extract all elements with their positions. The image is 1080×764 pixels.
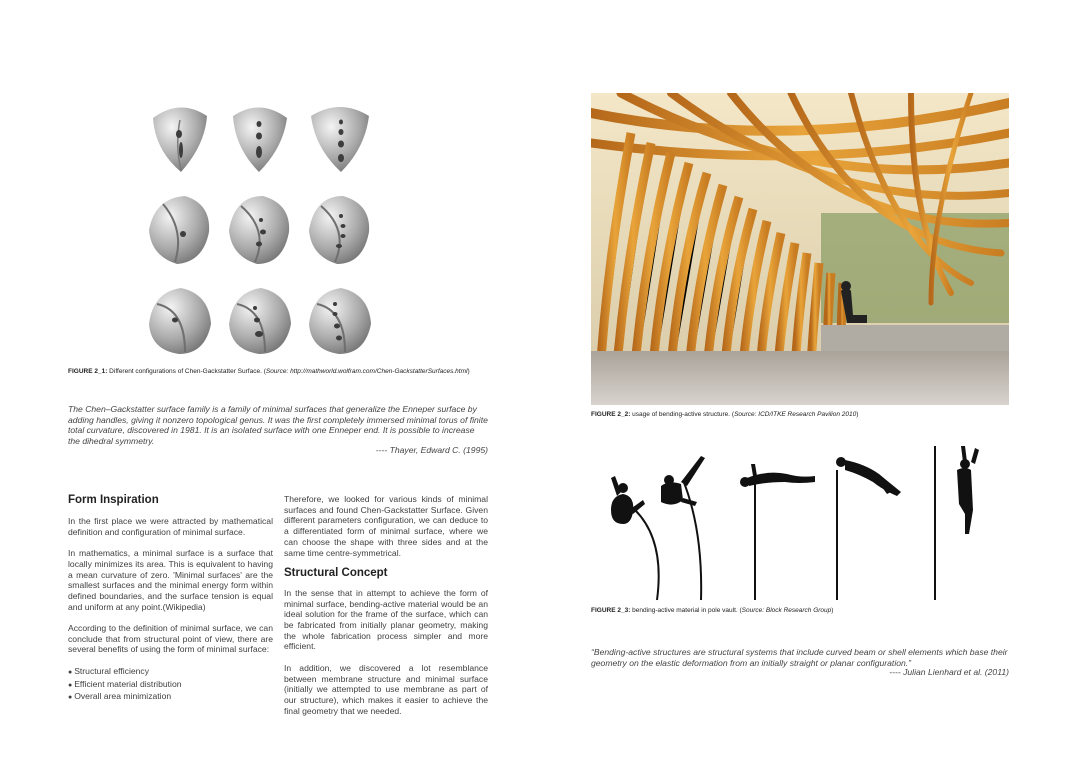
minimal-surface-shape — [300, 185, 380, 275]
minimal-surface-shape — [300, 275, 380, 365]
minimal-surface-shape — [220, 95, 300, 185]
paragraph: Therefore, we looked for various kinds of minimal surfaces and found Chen-Gackstatter Surface. Given different parameters configuration, we can deduce to a differentiated form of minimal surface, where we can choose the shape with three sides and at the same time centre-symmetrical. — [284, 494, 488, 558]
figure-2-3-caption: FIGURE 2_3: bending-active material in pole vault. (Source: Block Research Group) — [591, 607, 834, 614]
chen-gackstatter-quote: The Chen–Gackstatter surface family is a family of minimal surfaces that generalize the Enneper surface by adding handles, giving it nonzero topological genus. It was the first completely immersed minimal torus of finite total curvature, discovered in 1981. It is an isolated surface with one Enneper end. It is possible to increase the dihedral symmetry. — [68, 404, 488, 446]
pole-vault-sequence — [595, 440, 1010, 602]
paragraph: In the sense that in attempt to achieve the form of minimal surface, bending-active material would be an ideal solution for the frame of the surface, which can be fabricated from initially planar geometry, making the whole fabrication process simpler and more efficient. — [284, 587, 488, 652]
bending-active-quote: “Bending-active structures are structural systems that include curved beam or shell elements which base their geometry on the elastic deformation from an initially straight or planar configuration.” — [591, 647, 1008, 668]
list-item: ● Efficient material distribution — [68, 679, 273, 692]
minimal-surface-shape — [140, 275, 220, 365]
minimal-surface-shape — [220, 185, 300, 275]
quote-attribution: ---- Thayer, Edward C. (1995) — [375, 445, 488, 455]
form-inspiration-section — [68, 494, 273, 704]
paragraph: In mathematics, a minimal surface is a surface that locally minimizes its area. This is equivalent to having a mean curvature of zero. 'Minimal surfaces' are the smallest surfaces and the minimal energy form within defined boundaries, and the surface tension is equal and uniform at any point.(Wikipedia) — [68, 548, 273, 612]
figure-2-1-caption: FIGURE 2_1: Different configurations of Chen-Gackstatter Surface. (Source: http://mathworld.wolfram.com/Chen-GackstatterSurfaces.html) — [68, 368, 470, 375]
section-heading: Structural Concept — [284, 566, 388, 579]
section-heading: Form Inspiration — [68, 494, 159, 506]
list-item: ● Structural efficiency — [68, 666, 273, 679]
pavilion-photo — [591, 93, 1009, 405]
paragraph: According to the definition of minimal surface, we can conclude that from structural point of view, there are several benefits of using the form of minimal surface: — [68, 623, 273, 655]
paragraph: In the first place we were attracted by mathematical definition and configuration of minimal surface. — [68, 516, 273, 537]
minimal-surface-shape — [300, 95, 380, 185]
paragraph: In addition, we discovered a lot resemblance between membrane structure and minimal surface (initially we attempted to use membrane as part of our structure), which makes it easier to achieve the final geometry that we needed. — [284, 662, 488, 716]
figure-2-1-grid — [140, 95, 380, 367]
minimal-surface-shape — [140, 95, 220, 185]
minimal-surface-shape — [140, 185, 220, 275]
figure-2-2-caption: FIGURE 2_2: usage of bending-active structure. (Source: ICD/ITKE Research Pavilion 2010) — [591, 411, 859, 418]
minimal-surface-shape — [220, 275, 300, 365]
column-two — [284, 494, 488, 727]
list-item: ● Overall area minimization — [68, 691, 273, 704]
quote-attribution: ---- Julian Lienhard et al. (2011) — [889, 667, 1009, 677]
benefits-list — [68, 666, 273, 704]
